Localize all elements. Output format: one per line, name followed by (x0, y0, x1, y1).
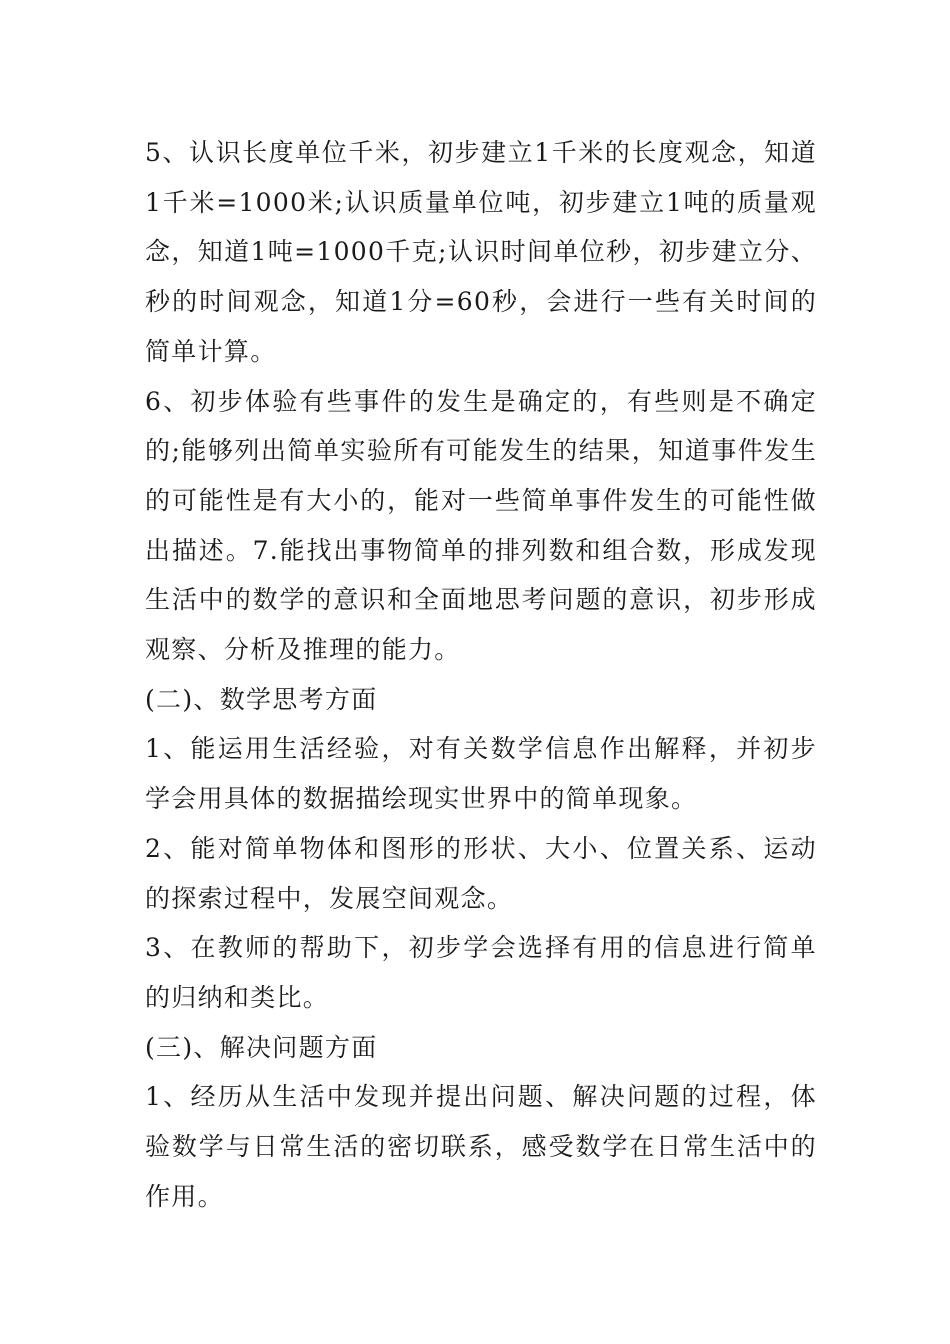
section-heading-math-thinking: (二)、数学思考方面 (145, 684, 378, 714)
paragraph-thinking-3: 3、在教师的帮助下，初步学会选择有用的信息进行简单的归纳和类比。 (145, 933, 817, 1012)
section-heading-problem-solving: (三)、解决问题方面 (145, 1032, 378, 1062)
paragraph-problem-1: 1、经历从生活中发现并提出问题、解决问题的过程，体验数学与日常生活的密切联系，感受数学在日常生活中的作用。 (145, 1082, 817, 1211)
paragraph-thinking-1: 1、能运用生活经验，对有关数学信息作出解释，并初步学会用具体的数据描绘现实世界中的简单现象。 (145, 734, 817, 814)
document-body (145, 128, 817, 1221)
paragraph-thinking-2: 2、能对简单物体和图形的形状、大小、位置关系、运动的探索过程中，发展空间观念。 (145, 833, 817, 913)
paragraph-item-6-7: 6、初步体验有些事件的发生是确定的，有些则是不确定的;能够列出简单实验所有可能发生的结果，知道事件发生的可能性是有大小的，能对一些简单事件发生的可能性做出描述。7.能找出事物简单的排列数和组合数，形成发现生活中的数学的意识和全面地思考问题的意识，初步形成观察、分析及推理的能力。 (145, 386, 817, 665)
paragraph-item-5: 5、认识长度单位千米，初步建立1千米的长度观念，知道1千米=1000米;认识质量单位吨，初步建立1吨的质量观念，知道1吨=1000千克;认识时间单位秒，初步建立分、秒的时间观念，知道1分=60秒，会进行一些有关时间的简单计算。 (145, 138, 817, 366)
